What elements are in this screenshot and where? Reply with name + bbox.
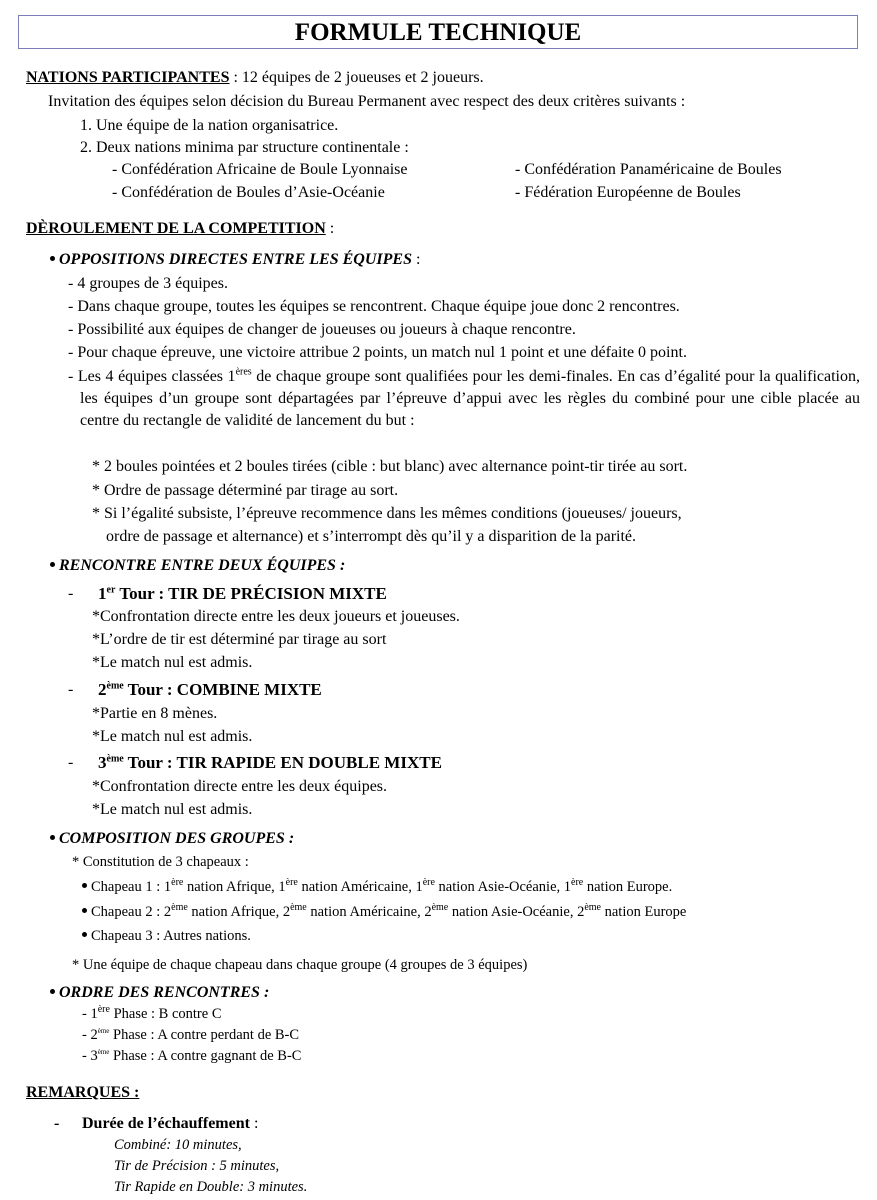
tour-1-dash: - — [68, 585, 74, 602]
phase-2-sup: ème — [97, 1027, 110, 1036]
chapeau-text-part: Chapeau 1 : 1 — [91, 879, 172, 895]
tour-3-title: Tour : TIR RAPIDE EN DOUBLE MIXTE — [123, 753, 442, 772]
federation-europe: - Fédération Européenne de Boules — [515, 184, 741, 201]
composition-note-1: * Constitution de 3 chapeaux : — [72, 854, 249, 870]
criterion-2: 2. Deux nations minima par structure continentale : — [80, 139, 409, 156]
remarques-dash: - — [54, 1115, 60, 1132]
chapeau-3-text: Chapeau 3 : Autres nations. — [91, 928, 251, 944]
tour-2-item-2: *Le match nul est admis. — [92, 728, 253, 745]
phase-2-b: Phase : A contre perdant de B-C — [109, 1027, 300, 1043]
phase-3-a: - 3 — [82, 1048, 98, 1064]
bullet-icon — [50, 562, 55, 567]
chapeau-1-text — [91, 879, 672, 895]
oppositions-item-5-b: de chaque groupe sont qualifiées pour les demi-finales. En cas d’égalité pour la qualification, les équipes d’un groupe sont départagées par l’épreuve d’appui avec les règles du combiné pour une cible placée au centre du rectangle de validité de lancement du but : — [80, 368, 860, 429]
chapeau-text-part: nation Afrique, 1 — [183, 879, 286, 895]
tour-3-num: 3 — [98, 753, 107, 772]
tour-3-dash: - — [68, 754, 74, 771]
chapeau-text-part: nation Europe — [600, 904, 687, 920]
tour-1-num: 1 — [98, 584, 107, 603]
nations-heading: NATIONS PARTICIPANTES — [26, 69, 230, 86]
tour-1-heading — [98, 584, 387, 604]
ordinal-sup: ème — [431, 902, 449, 914]
tiebreak-rule-1: * 2 boules pointées et 2 boules tirées (cible : but blanc) avec alternance point-tir tirée au sort. — [92, 458, 688, 475]
oppositions-item-5-a: - Les 4 équipes classées 1 — [68, 368, 236, 385]
composition-line — [50, 829, 294, 849]
chapeau-text-part: nation Asie-Océanie, 2 — [448, 904, 585, 920]
ordinal-sup: ère — [285, 877, 298, 889]
chapeau-text-part: nation Américaine, 1 — [297, 879, 423, 895]
tour-2-sup: ème — [106, 680, 124, 692]
oppositions-item-5 — [68, 366, 860, 432]
page-title: FORMULE TECHNIQUE — [18, 15, 858, 49]
bullet-icon — [82, 932, 87, 937]
tour-2-num: 2 — [98, 680, 107, 699]
chapeau-3 — [82, 926, 251, 946]
duree-label: Durée de l’échauffement — [82, 1115, 250, 1132]
chapeau-1 — [82, 877, 672, 897]
oppositions-item-4: - Pour chaque épreuve, une victoire attribue 2 points, un match nul 1 point et une défaite 0 point. — [68, 344, 687, 361]
deroulement-colon: : — [325, 220, 335, 237]
oppositions-colon: : — [411, 251, 421, 268]
ordre-heading: ORDRE DES RENCONTRES : — [59, 984, 270, 1001]
ordinal-sup: ème — [290, 902, 307, 914]
deroulement-heading: DÈROULEMENT DE LA COMPETITION — [26, 220, 326, 237]
phase-1-sup: ère — [97, 1004, 110, 1016]
composition-note-2: * Une équipe de chaque chapeau dans chaque groupe (4 groupes de 3 équipes) — [72, 957, 528, 973]
deroulement-line — [26, 219, 334, 239]
criterion-1: 1. Une équipe de la nation organisatrice. — [80, 117, 339, 134]
chapeau-2-text — [91, 904, 686, 920]
ordinal-sup: ère — [171, 877, 184, 889]
oppositions-item-5-sup: ères — [235, 366, 252, 378]
tiebreak-rule-2: * Ordre de passage déterminé par tirage au sort. — [92, 482, 399, 499]
ordre-line — [50, 983, 269, 1003]
remarques-heading: REMARQUES : — [26, 1084, 140, 1101]
tour-2-title: Tour : COMBINE MIXTE — [123, 680, 322, 699]
tiebreak-rule-3a: * Si l’égalité subsiste, l’épreuve recommence dans les mêmes conditions (joueuses/ joueurs, — [92, 505, 682, 522]
tour-1-item-2: *L’ordre de tir est déterminé par tirage au sort — [92, 631, 387, 648]
oppositions-line — [50, 250, 420, 270]
tour-2-dash: - — [68, 681, 74, 698]
phase-1-a: - 1 — [82, 1006, 98, 1022]
tour-2-heading — [98, 680, 322, 700]
tour-3-sup: ème — [106, 753, 124, 765]
rencontre-heading: RENCONTRE ENTRE DEUX ÉQUIPES : — [59, 557, 346, 574]
bullet-icon — [50, 835, 55, 840]
phase-2 — [82, 1025, 299, 1045]
ordinal-sup: ère — [422, 877, 435, 889]
confederation-asia-oceania: - Confédération de Boules d’Asie-Océanie — [112, 184, 385, 201]
duree-line — [82, 1114, 258, 1134]
phase-3 — [82, 1046, 301, 1066]
nations-line — [26, 68, 484, 88]
warmup-rapide: Tir Rapide en Double: 3 minutes. — [114, 1179, 308, 1195]
ordinal-sup: ère — [571, 877, 584, 889]
bullet-icon — [82, 908, 87, 913]
tour-1-sup: er — [106, 584, 116, 596]
oppositions-item-1: - 4 groupes de 3 équipes. — [68, 275, 228, 292]
tour-2-item-1: *Partie en 8 mènes. — [92, 705, 218, 722]
chapeau-2 — [82, 902, 686, 922]
phase-2-a: - 2 — [82, 1027, 98, 1043]
confederation-africa: - Confédération Africaine de Boule Lyonnaise — [112, 161, 408, 178]
tour-1-item-3: *Le match nul est admis. — [92, 654, 253, 671]
invitation-text: Invitation des équipes selon décision du Bureau Permanent avec respect des deux critères suivants : — [48, 93, 686, 110]
tiebreak-rule-3b: ordre de passage et alternance) et s’interrompt dès qu’il y a disparition de la parité. — [106, 528, 637, 545]
chapeau-text-part: nation Américaine, 2 — [306, 904, 432, 920]
warmup-combine: Combiné: 10 minutes, — [114, 1137, 242, 1153]
tour-1-item-1: *Confrontation directe entre les deux joueurs et joueuses. — [92, 608, 460, 625]
composition-heading: COMPOSITION DES GROUPES : — [59, 830, 295, 847]
tour-3-heading — [98, 753, 442, 773]
phase-3-sup: ème — [97, 1048, 110, 1057]
oppositions-item-2: - Dans chaque groupe, toutes les équipes se rencontrent. Chaque équipe joue donc 2 rencontres. — [68, 298, 680, 315]
tour-1-title: Tour : TIR DE PRÉCISION MIXTE — [115, 584, 387, 603]
bullet-icon — [50, 256, 55, 261]
bullet-icon — [82, 883, 87, 888]
confederation-panamerica: - Confédération Panaméricaine de Boules — [515, 161, 782, 178]
ordinal-sup: ème — [171, 902, 188, 914]
nations-summary: : 12 équipes de 2 joueuses et 2 joueurs. — [229, 69, 484, 86]
phase-1 — [82, 1004, 222, 1024]
tour-3-item-1: *Confrontation directe entre les deux équipes. — [92, 778, 388, 795]
phase-3-b: Phase : A contre gagnant de B-C — [109, 1048, 302, 1064]
oppositions-heading: OPPOSITIONS DIRECTES ENTRE LES ÉQUIPES — [59, 251, 412, 268]
ordinal-sup: ème — [584, 902, 601, 914]
chapeau-text-part: nation Asie-Océanie, 1 — [434, 879, 572, 895]
duree-colon: : — [249, 1115, 259, 1132]
oppositions-item-3: - Possibilité aux équipes de changer de joueuses ou joueurs à chaque rencontre. — [68, 321, 576, 338]
bullet-icon — [50, 989, 55, 994]
tour-3-item-2: *Le match nul est admis. — [92, 801, 253, 818]
rencontre-line — [50, 556, 345, 576]
chapeau-text-part: nation Afrique, 2 — [187, 904, 291, 920]
phase-1-b: Phase : B contre C — [109, 1006, 222, 1022]
warmup-precision: Tir de Précision : 5 minutes, — [114, 1158, 280, 1174]
chapeau-text-part: Chapeau 2 : 2 — [91, 904, 172, 920]
chapeau-text-part: nation Europe. — [583, 879, 673, 895]
